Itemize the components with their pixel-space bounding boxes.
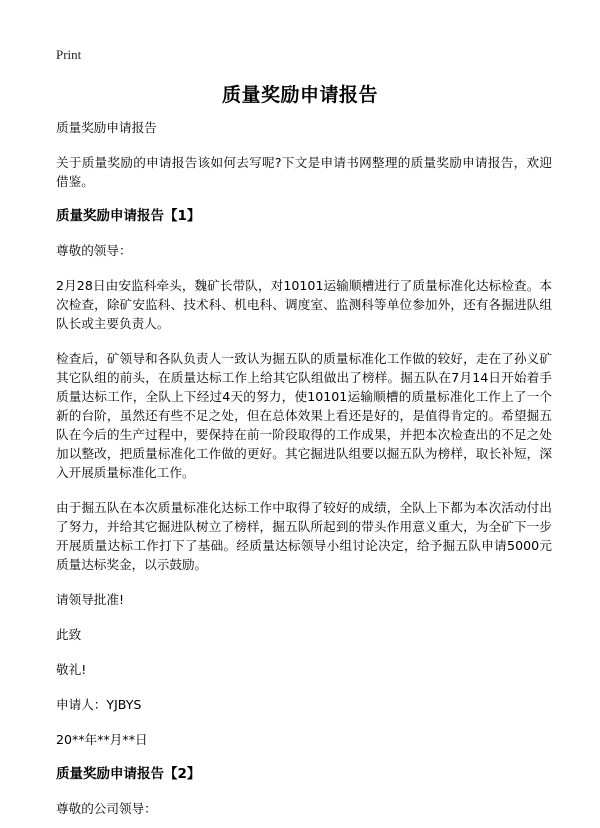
document-subtitle: 质量奖励申请报告 — [56, 120, 157, 135]
section-1-date: 20**年**月**日 — [56, 732, 148, 747]
section-1-paragraph-3: 由于掘五队在本次质量标准化达标工作中取得了较好的成绩，全队上下都为本次活动付出了努力，并给其它掘进队树立了榜样，掘五队所起到的带头作用意义重大，为全矿下一步开展质量达标工作打下了基础。经质量达标领导小组讨论决定，给予掘五队申请5000元质量达标奖金，以示鼓励。 — [56, 500, 552, 572]
intro-paragraph: 关于质量奖励的申请报告该如何去写呢?下文是申请书网整理的质量奖励申请报告，欢迎借鉴。 — [56, 155, 552, 189]
section-2-salutation: 尊敬的公司领导： — [56, 801, 157, 816]
section-1-salutation: 尊敬的领导： — [56, 243, 132, 258]
print-label: Print — [56, 47, 82, 62]
section-1-request: 请领导批准! — [56, 592, 125, 607]
section-1-heading: 质量奖励申请报告【1】 — [56, 208, 201, 224]
document-body — [56, 118, 552, 828]
section-1-paragraph-2: 检查后，矿领导和各队负责人一致认为掘五队的质量标准化工作做的较好，走在了孙义矿其它队组的前头，在质量达标工作上给其它队组做出了榜样。掘五队在7月14日开始着手质量达标工作，全队上下经过4天的努力，使10101运输顺槽的质量标准化工作上了一个新的台阶，虽然还有些不足之处，但在总体效果上看还是好的，是值得肯定的。希望掘五队在今后的生产过程中，要保持在前一阶段取得的工作成果，并把本次检查出的不足之处加以整改，把质量标准化工作做的更好。其它掘进队组要以掘五队为榜样，取长补短，深入开展质量标准化工作。 — [56, 351, 552, 480]
section-1-paragraph-1: 2月28日由安监科牵头，魏矿长带队，对10101运输顺槽进行了质量标准化达标检查。本次检查，除矿安监科、技术科、机电科、调度室、监测科等单位参加外，还有各掘进队组队长或主要负责人。 — [56, 278, 552, 331]
section-1-closing-1: 此致 — [56, 627, 82, 642]
section-1-applicant: 申请人：YJBYS — [56, 697, 142, 712]
section-2-heading: 质量奖励申请报告【2】 — [56, 766, 201, 782]
document-title: 质量奖励申请报告 — [221, 84, 378, 106]
section-1-closing-2: 敬礼! — [56, 662, 87, 677]
